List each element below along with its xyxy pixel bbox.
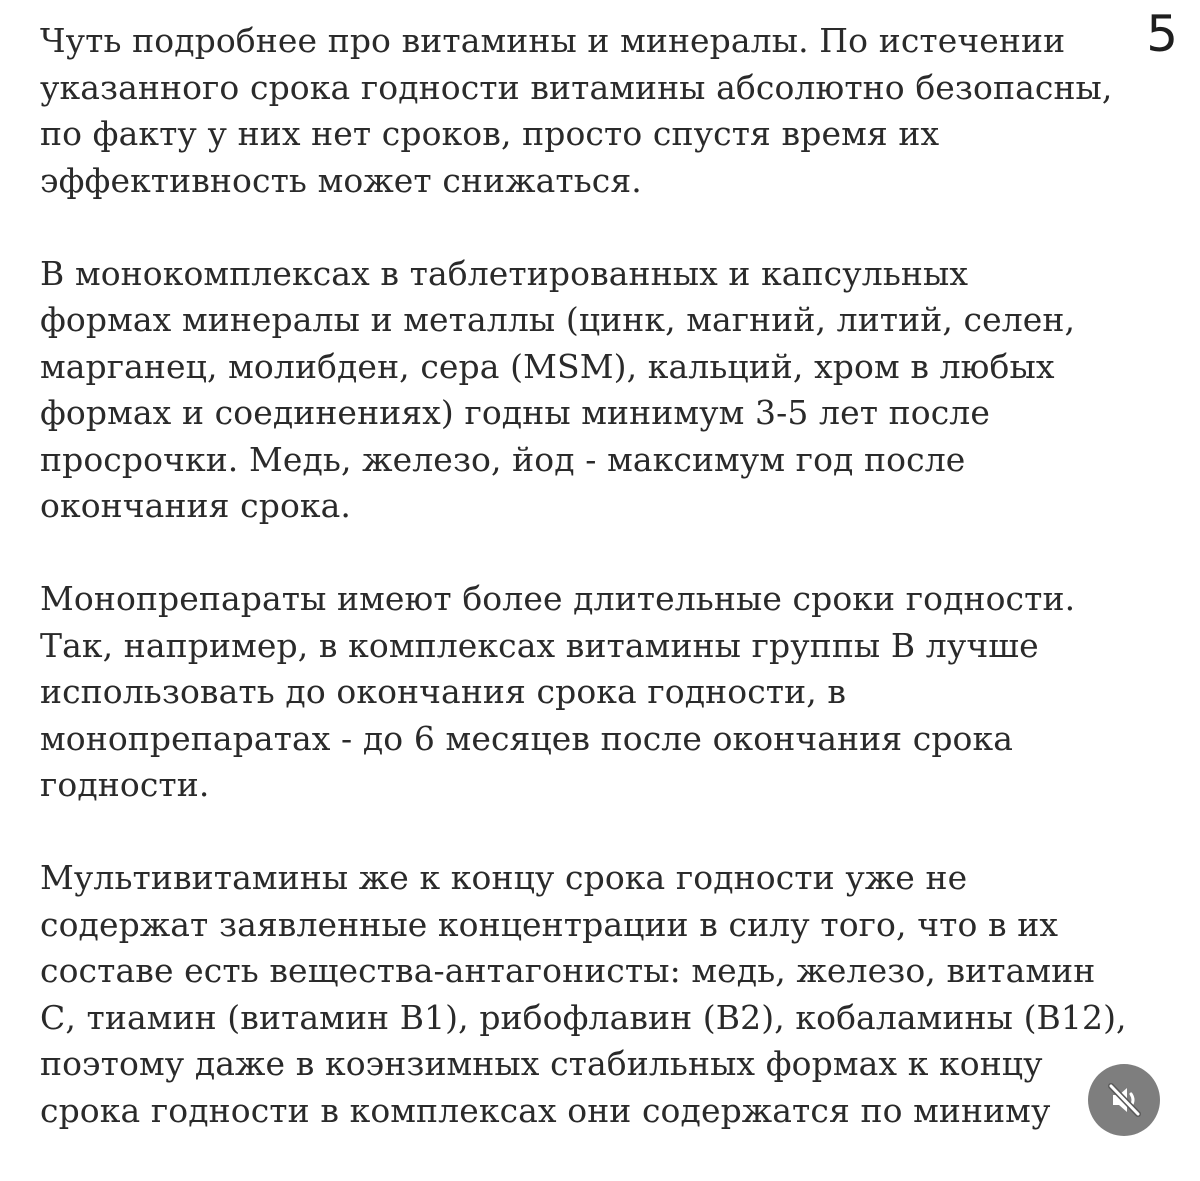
text-line: Мультивитамины же к концу срока годности уже не bbox=[40, 858, 968, 897]
text-line: срока годности в комплексах они содержатся по миниму bbox=[40, 1090, 1051, 1130]
paragraph-monopreparations bbox=[40, 576, 1160, 809]
text-line: формах и соединениях) годны минимум 3-5 лет после bbox=[40, 393, 990, 432]
text-line: формах минералы и металлы (цинк, магний, литий, селен, bbox=[40, 300, 1076, 339]
text-line: составе есть вещества-антагонисты: медь, железо, витамин bbox=[40, 951, 1096, 990]
mute-button[interactable] bbox=[1088, 1064, 1160, 1136]
text-line: марганец, молибден, сера (MSM), кальций, хром в любых bbox=[40, 346, 1055, 386]
text-line: В монокомплексах в таблетированных и капсульных bbox=[40, 253, 969, 293]
text-line: просрочки. Медь, железо, йод - максимум год после bbox=[40, 439, 966, 479]
text-line: Чуть подробнее про витамины и минералы. По истечении bbox=[40, 21, 1066, 60]
paragraph-multivitamins bbox=[40, 855, 1160, 1134]
text-line: С, тиамин (витамин В1), рибофлавин (В2), кобаламины (В12), bbox=[40, 997, 1127, 1037]
paragraph-monocomplexes bbox=[40, 251, 1160, 530]
text-line: Так, например, в комплексах витамины группы В лучше bbox=[40, 625, 1039, 665]
text-line: окончания срока. bbox=[40, 486, 352, 525]
text-line: монопрепаратах - до 6 месяцев после окончания срока bbox=[40, 718, 1014, 758]
text-line: эффективность может снижаться. bbox=[40, 160, 642, 200]
text-line: Монопрепараты имеют более длительные сроки годности. bbox=[40, 579, 1076, 618]
page-number: 5 bbox=[1146, 5, 1178, 63]
text-line: содержат заявленные концентрации в силу того, что в их bbox=[40, 904, 1059, 944]
text-line: использовать до окончания срока годности, в bbox=[40, 672, 847, 711]
speaker-muted-icon bbox=[1104, 1080, 1144, 1120]
text-line: поэтому даже в коэнзимных стабильных формах к концу bbox=[40, 1044, 1043, 1083]
article-text bbox=[40, 18, 1160, 1181]
text-line: указанного срока годности витамины абсолютно безопасны, bbox=[40, 67, 1113, 107]
text-line: по факту у них нет сроков, просто спустя время их bbox=[40, 114, 940, 153]
paragraph-vitamins-intro bbox=[40, 18, 1160, 204]
text-line: годности. bbox=[40, 765, 210, 804]
